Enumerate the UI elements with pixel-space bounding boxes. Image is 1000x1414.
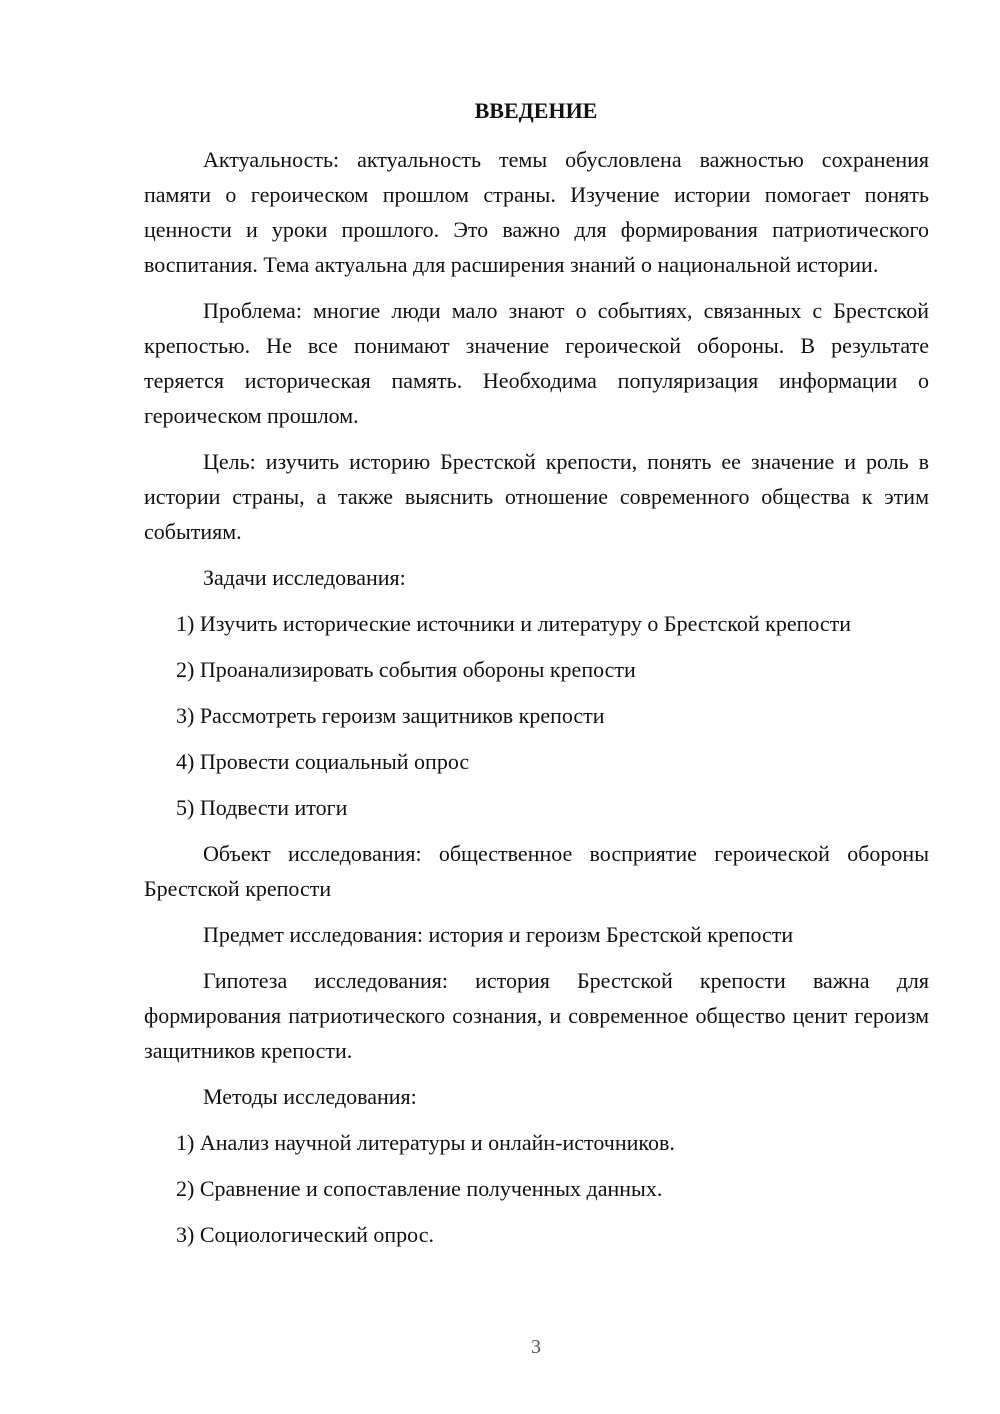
page-title: ВВЕДЕНИЕ xyxy=(474,98,598,123)
task-item: 3) Рассмотреть героизм защитников крепости xyxy=(176,703,605,728)
method-item: 2) Сравнение и сопоставление полученных данных. xyxy=(176,1176,663,1201)
page-number: 3 xyxy=(531,1336,541,1358)
task-item: 2) Проанализировать события обороны крепости xyxy=(176,657,636,682)
goal-paragraph: Цель: изучить историю Брестской крепости, понять ее значение и роль в истории страны, а также выяснить отношение современного общества к этим событиям. xyxy=(144,449,929,544)
tasks-heading: Задачи исследования: xyxy=(203,565,406,590)
task-item: 5) Подвести итоги xyxy=(176,795,348,820)
problem-paragraph: Проблема: многие люди мало знают о событиях, связанных с Брестской крепостью. Не все понимают значение героической обороны. В результате теряется историческая память. Необходима популяризация информации о героическом прошлом. xyxy=(144,298,929,428)
task-item: 1) Изучить исторические источники и литературу о Брестской крепости xyxy=(176,611,852,636)
document-body xyxy=(144,142,929,1252)
hypothesis-paragraph: Гипотеза исследования: история Брестской крепости важна для формирования патриотического сознания, и современное общество ценит героизм защитников крепости. xyxy=(144,968,929,1063)
relevance-paragraph: Актуальность: актуальность темы обусловлена важностью сохранения памяти о героическом прошлом страны. Изучение истории помогает понять ценности и уроки прошлого. Это важно для формирования патриотического воспитания. Тема актуальна для расширения знаний о национальной истории. xyxy=(144,147,929,277)
task-item: 4) Провести социальный опрос xyxy=(176,749,470,774)
object-paragraph: Объект исследования: общественное восприятие героической обороны Брестской крепости xyxy=(144,841,929,901)
methods-heading: Методы исследования: xyxy=(203,1084,417,1109)
subject-paragraph: Предмет исследования: история и героизм Брестской крепости xyxy=(203,922,794,947)
method-item: 1) Анализ научной литературы и онлайн-источников. xyxy=(176,1130,675,1155)
method-item: 3) Социологический опрос. xyxy=(176,1222,434,1247)
